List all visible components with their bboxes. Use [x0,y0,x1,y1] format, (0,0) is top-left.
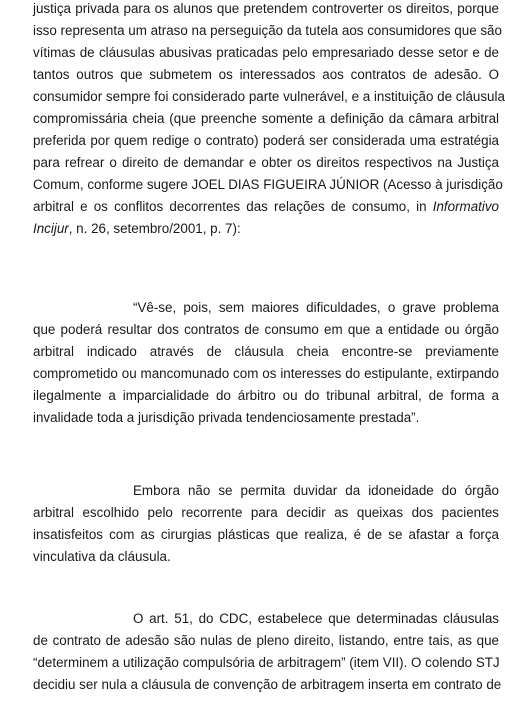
text-line: para refrear o direito de demandar e obter os direitos respectivos na Justiça [33,155,499,170]
text-line: invalidade toda a jurisdição privada tendenciosamente prestada”. [33,410,420,425]
text-line [33,198,499,216]
text-segment: , n. 26, setembro/2001, p. 7): [68,221,241,236]
text-line: preferida por quem redige o contrato) poderá ser considerada uma estratégia [33,133,499,148]
italic-citation: Incijur [33,221,69,236]
text-line [33,220,499,238]
text-line: Comum, conforme sugere JOEL DIAS FIGUEIRA JÚNIOR (Acesso à jurisdição [33,177,503,192]
text-line: ilegalmente a imparcialidade do árbitro ou do tribunal arbitral, de forma a [33,388,499,403]
text-line: que poderá resultar dos contratos de consumo em que a entidade ou órgão [33,322,499,337]
text-line: Embora não se permita duvidar da idoneidade do órgão [133,483,499,498]
text-line: isso representa um atraso na perseguição da tutela aos consumidores que são [33,23,502,38]
text-line: de contrato de adesão são nulas de pleno direito, listando, entre tais, as que [33,633,499,648]
text-line: O art. 51, do CDC, estabelece que determinadas cláusulas [133,611,499,626]
text-line: “determinem a utilização compulsória de arbitragem” (item VII). O colendo STJ [33,655,500,670]
text-line: justiça privada para os alunos que pretendem controverter os direitos, porque [33,1,499,16]
text-segment: arbitral e os conflitos decorrentes das relações de consumo, in [33,199,427,214]
text-line: vinculativa da cláusula. [33,549,171,564]
text-line: arbitral indicado através de cláusula cheia encontre-se previamente [33,344,499,359]
text-line: vítimas de cláusulas abusivas praticadas pelo empresariado desse setor e de [33,45,499,60]
italic-citation: Informativo [432,199,499,214]
text-line: insatisfeitos com as cirurgias plásticas que realiza, é de se afastar a força [33,527,499,542]
text-line: decidiu ser nula a cláusula de convenção de arbitragem inserta em contrato de [33,677,502,692]
text-line: compromissária cheia (que preenche somente a definição da câmara arbitral [33,111,499,126]
text-line: arbitral escolhido pelo recorrente para decidir as queixas dos pacientes [33,505,499,520]
text-line: comprometido ou mancomunado com os interesses do estipulante, extirpando [33,366,499,381]
text-line: consumidor sempre foi considerado parte vulnerável, e a instituição de cláusula [33,89,505,104]
text-line: tantos outros que submetem os interessados aos contratos de adesão. O [33,67,499,82]
text-line: “Vê-se, pois, sem maiores dificuldades, o grave problema [133,300,499,315]
